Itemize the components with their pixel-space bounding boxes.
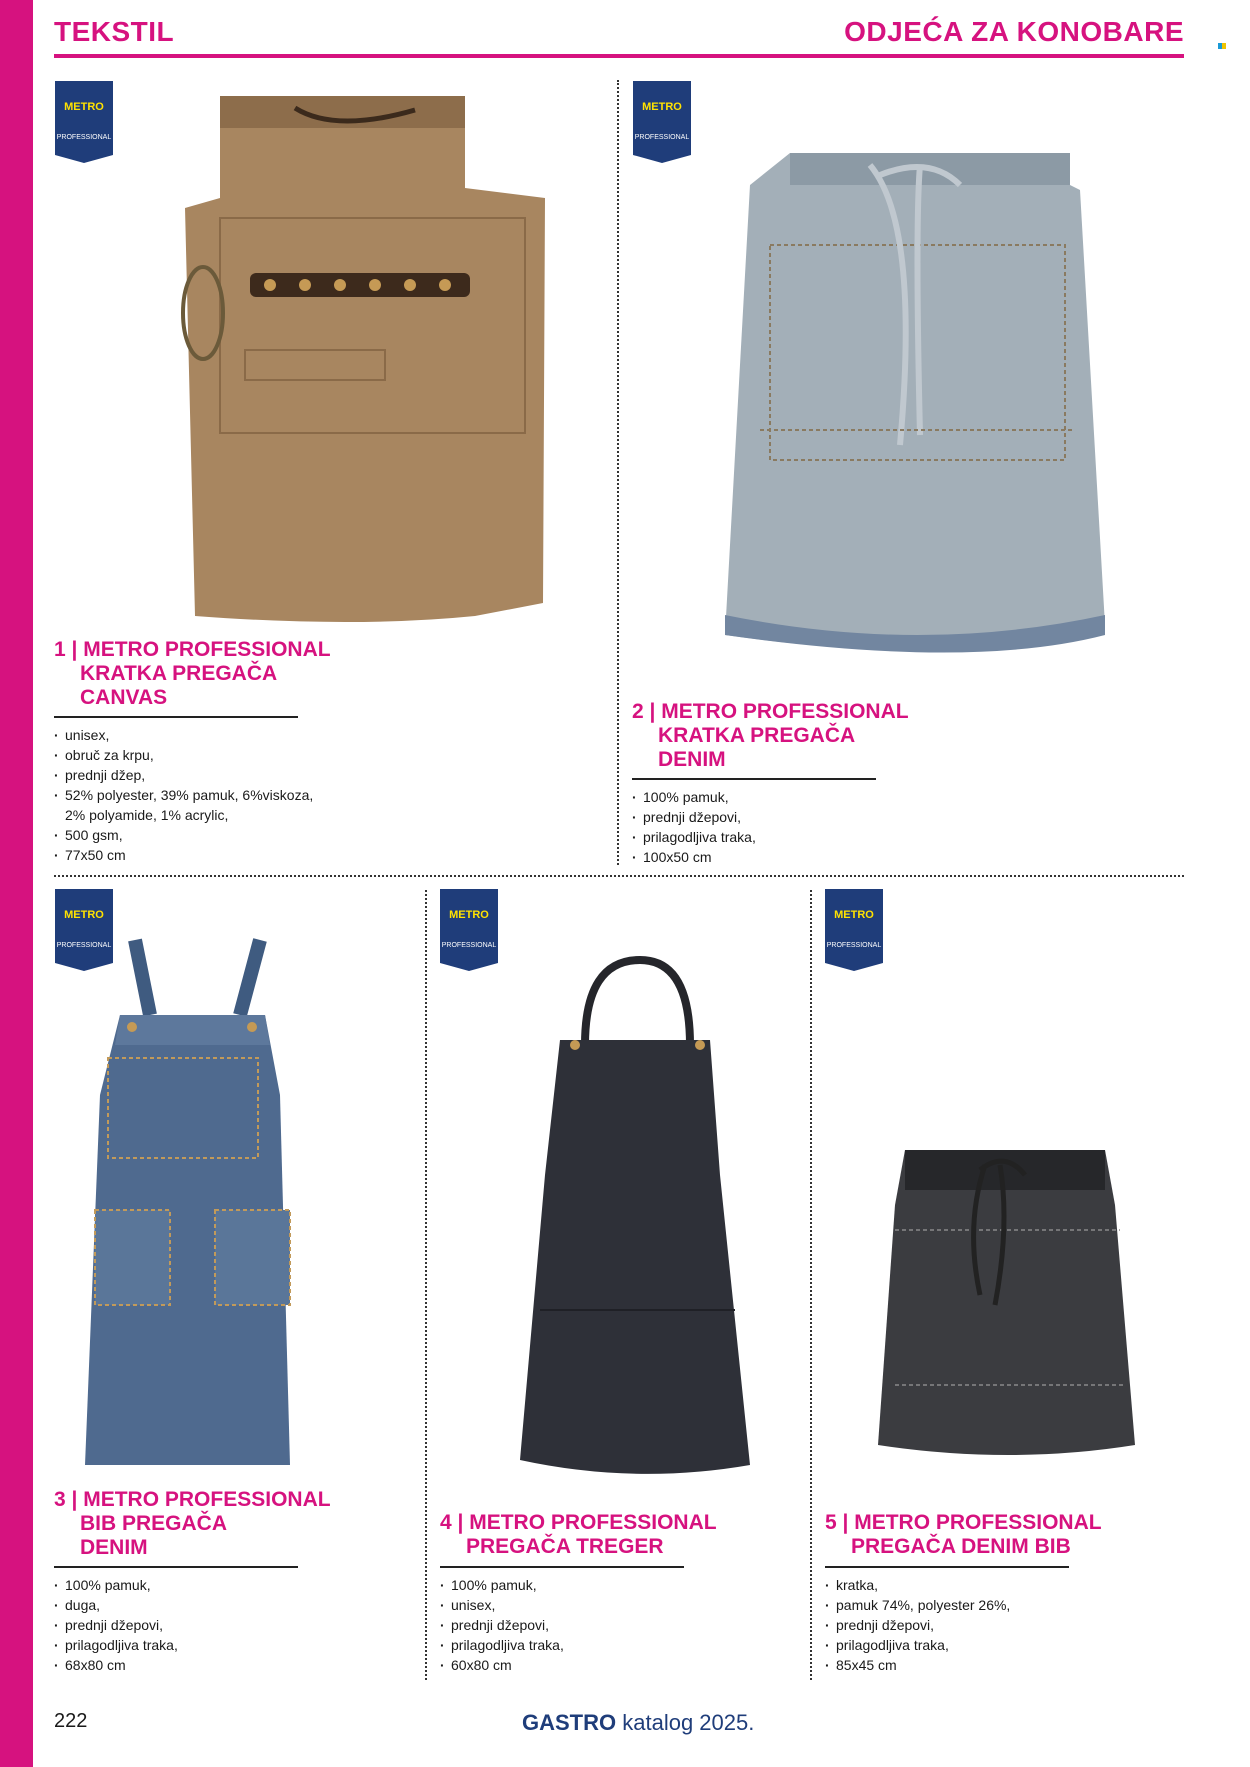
denim-bib-short-apron-image xyxy=(870,1145,1145,1465)
product-5-title xyxy=(825,1511,1102,1559)
product-4-title xyxy=(440,1511,717,1559)
category-title: ODJEĆA ZA KONOBARE xyxy=(844,16,1184,47)
feature-item: · obruč za krpu, xyxy=(54,745,354,765)
badge-brand: METRO xyxy=(449,909,489,921)
product-3-title-line1: 3 | METRO PROFESSIONAL xyxy=(54,1488,331,1511)
divider-vertical-top xyxy=(617,80,619,865)
feature-item: · 68x80 cm xyxy=(54,1655,354,1675)
feature-item: · 100% pamuk, xyxy=(54,1575,354,1595)
feature-item: · prilagodljiva traka, xyxy=(632,827,892,847)
product-1-features xyxy=(54,725,354,865)
product-3-rule xyxy=(54,1566,298,1568)
page-number: 222 xyxy=(54,1710,88,1732)
feature-item: · prednji džepovi, xyxy=(440,1615,740,1635)
feature-item: · 60x80 cm xyxy=(440,1655,740,1675)
divider-vertical-bottom-2 xyxy=(810,890,812,1680)
product-1-title-line2: KRATKA PREGAČA xyxy=(80,662,278,685)
feature-item: · 52% polyester, 39% pamuk, 6%viskoza, xyxy=(54,785,354,805)
feature-item: · prilagodljiva traka, xyxy=(54,1635,354,1655)
catalog-rest: katalog 2025. xyxy=(622,1710,755,1735)
feature-item: · 77x50 cm xyxy=(54,845,354,865)
badge-brand: METRO xyxy=(64,909,104,921)
denim-short-apron-image xyxy=(720,145,1120,670)
badge-brand: METRO xyxy=(834,909,874,921)
canvas-apron-image xyxy=(175,88,555,623)
badge-brand: METRO xyxy=(642,101,682,113)
divider-vertical-bottom-1 xyxy=(425,890,427,1680)
product-2-title-line2: KRATKA PREGAČA xyxy=(658,724,856,747)
product-4-title-line1: 4 | METRO PROFESSIONAL xyxy=(440,1511,717,1534)
feature-item: · 85x45 cm xyxy=(825,1655,1125,1675)
feature-item: · unisex, xyxy=(440,1595,740,1615)
product-1-title-line1: 1 | METRO PROFESSIONAL xyxy=(54,638,331,661)
magenta-side-bar xyxy=(0,0,33,1767)
product-3-title-line2: BIB PREGAČA xyxy=(80,1512,228,1535)
product-5-rule xyxy=(825,1566,1069,1568)
product-2-features xyxy=(632,787,892,867)
feature-item: · duga, xyxy=(54,1595,354,1615)
catalog-title xyxy=(522,1710,754,1736)
product-5-features xyxy=(825,1575,1125,1675)
product-3-title-line3: DENIM xyxy=(80,1536,148,1559)
product-2-title xyxy=(632,700,909,772)
product-4-rule xyxy=(440,1566,684,1568)
product-1-title-line3: CANVAS xyxy=(80,686,168,709)
color-mark-icon xyxy=(1218,36,1226,42)
product-4-features xyxy=(440,1575,740,1675)
feature-item: 2% polyamide, 1% acrylic, xyxy=(65,807,229,823)
badge-sub: PROFESSIONAL xyxy=(634,134,690,141)
metro-professional-badge xyxy=(633,81,691,163)
denim-bib-apron-image xyxy=(80,935,295,1470)
header-rule xyxy=(54,54,1184,58)
divider-horizontal xyxy=(54,875,1184,877)
feature-item: · 500 gsm, xyxy=(54,825,354,845)
feature-item: · unisex, xyxy=(54,725,354,745)
badge-sub: PROFESSIONAL xyxy=(441,942,497,949)
feature-item: · prednji džepovi, xyxy=(632,807,892,827)
badge-sub: PROFESSIONAL xyxy=(56,134,112,141)
metro-professional-badge xyxy=(440,889,498,971)
feature-item: · 100x50 cm xyxy=(632,847,892,867)
product-1-title xyxy=(54,638,331,710)
section-title: TEKSTIL xyxy=(54,16,175,47)
product-2-title-line3: DENIM xyxy=(658,748,726,771)
product-1-rule xyxy=(54,716,298,718)
feature-item: · prednji džep, xyxy=(54,765,354,785)
product-3-title xyxy=(54,1488,331,1560)
product-2-rule xyxy=(632,778,876,780)
feature-item: · pamuk 74%, polyester 26%, xyxy=(825,1595,1125,1615)
feature-item: · prilagodljiva traka, xyxy=(825,1635,1125,1655)
product-3-features xyxy=(54,1575,354,1675)
catalog-brand: GASTRO xyxy=(522,1710,617,1735)
feature-item: · prednji džepovi, xyxy=(825,1615,1125,1635)
treger-apron-image xyxy=(515,955,755,1485)
product-5-title-line1: 5 | METRO PROFESSIONAL xyxy=(825,1511,1102,1534)
product-4-title-line2: PREGAČA TREGER xyxy=(466,1535,664,1558)
metro-professional-badge xyxy=(825,889,883,971)
feature-item: · prednji džepovi, xyxy=(54,1615,354,1635)
badge-sub: PROFESSIONAL xyxy=(826,942,882,949)
feature-item: · kratka, xyxy=(825,1575,1125,1595)
metro-professional-badge xyxy=(55,81,113,163)
feature-item: · 100% pamuk, xyxy=(440,1575,740,1595)
badge-sub: PROFESSIONAL xyxy=(56,942,112,949)
feature-item: · 100% pamuk, xyxy=(632,787,892,807)
product-5-title-line2: PREGAČA DENIM BIB xyxy=(851,1535,1071,1558)
badge-brand: METRO xyxy=(64,101,104,113)
product-2-title-line1: 2 | METRO PROFESSIONAL xyxy=(632,700,909,723)
feature-item: · prilagodljiva traka, xyxy=(440,1635,740,1655)
